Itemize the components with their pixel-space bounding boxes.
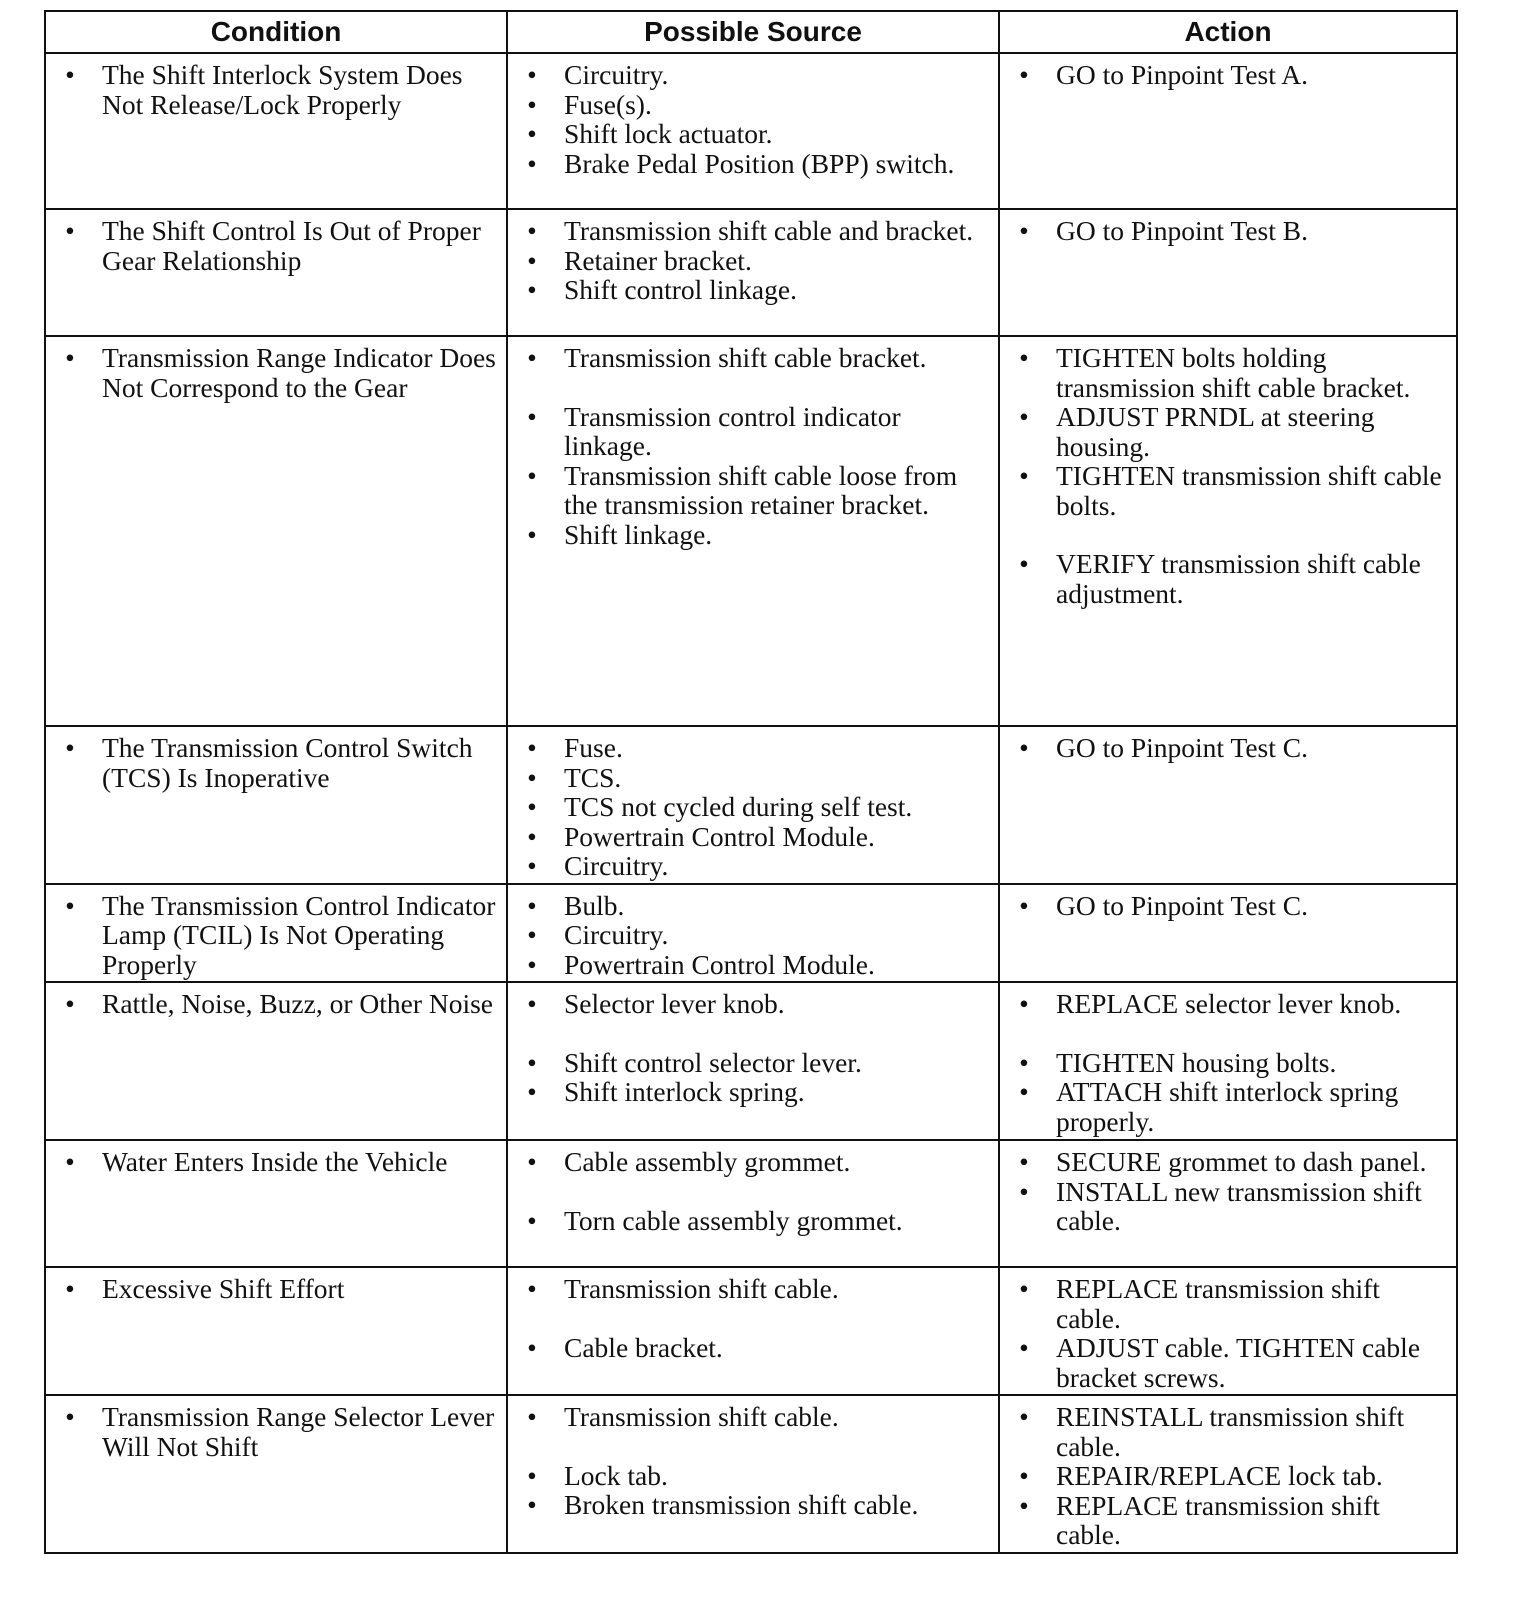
- source-cell: [507, 209, 999, 336]
- list-item: [522, 851, 988, 881]
- item-text: Cable bracket.: [564, 1331, 723, 1363]
- condition-cell: [45, 53, 507, 209]
- list-item: [522, 822, 988, 852]
- action-cell-list: [1014, 733, 1446, 763]
- item-text: Retainer bracket.: [564, 244, 752, 276]
- list-item: [522, 1402, 988, 1432]
- item-text: Circuitry.: [564, 850, 669, 881]
- condition-cell-list: [60, 989, 496, 1019]
- bullet-icon: •: [65, 1146, 75, 1177]
- condition-cell: [45, 982, 507, 1140]
- header-possible-source: Possible Source: [507, 11, 999, 53]
- list-item: [522, 1333, 988, 1363]
- item-text: REPAIR/REPLACE lock tab.: [1056, 1460, 1383, 1491]
- source-cell-list: [522, 1147, 988, 1235]
- action-cell: [999, 53, 1457, 209]
- source-cell: [507, 884, 999, 983]
- item-text: Excessive Shift Effort: [102, 1273, 345, 1304]
- table-row: [45, 53, 1457, 209]
- action-cell-list: [1014, 1402, 1446, 1550]
- list-item: [522, 1490, 988, 1520]
- bullet-icon: •: [1019, 460, 1029, 491]
- list-item: [60, 216, 496, 275]
- bullet-icon: •: [527, 889, 537, 921]
- list-item: [1014, 461, 1446, 520]
- bullet-icon: •: [1019, 342, 1029, 373]
- table-row: [45, 726, 1457, 884]
- bullet-icon: •: [1019, 1076, 1029, 1107]
- bullet-icon: •: [527, 1076, 537, 1107]
- list-item: [1014, 1077, 1446, 1136]
- source-cell: [507, 1267, 999, 1395]
- list-item: [522, 1461, 988, 1491]
- item-text: Transmission shift cable bracket.: [564, 342, 927, 373]
- list-item: [60, 60, 496, 119]
- list-item: [1014, 216, 1446, 246]
- action-cell: [999, 336, 1457, 726]
- source-cell: [507, 726, 999, 884]
- item-text: Torn cable assembly grommet.: [564, 1204, 903, 1236]
- list-item: [522, 216, 988, 246]
- bullet-icon: •: [527, 919, 537, 950]
- item-text: TIGHTEN transmission shift cable bolts.: [1056, 460, 1442, 521]
- list-item: [60, 733, 496, 792]
- bullet-icon: •: [527, 147, 537, 179]
- bullet-icon: •: [65, 1401, 75, 1432]
- bullet-icon: •: [527, 850, 537, 881]
- item-text: The Shift Interlock System Does Not Release/Lock Properly: [102, 59, 463, 120]
- item-text: Bulb.: [564, 889, 625, 921]
- bullet-icon: •: [1019, 988, 1029, 1019]
- list-item: [1014, 60, 1446, 90]
- bullet-icon: •: [527, 1204, 537, 1236]
- item-text: The Shift Control Is Out of Proper Gear Relationship: [102, 215, 481, 276]
- item-text: Circuitry.: [564, 59, 669, 90]
- bullet-icon: •: [527, 732, 537, 763]
- bullet-icon: •: [527, 820, 537, 852]
- item-text: REINSTALL transmission shift cable.: [1056, 1401, 1405, 1462]
- list-item: [60, 343, 496, 402]
- source-cell-list: [522, 216, 988, 305]
- list-item: [522, 1147, 988, 1177]
- item-text: Transmission Range Indicator Does Not Correspond to the Gear: [102, 342, 496, 403]
- item-text: VERIFY transmission shift cable adjustment.: [1056, 548, 1421, 609]
- item-text: Shift linkage.: [564, 518, 713, 550]
- bullet-icon: •: [527, 1273, 537, 1304]
- item-text: GO to Pinpoint Test A.: [1056, 59, 1308, 90]
- item-text: GO to Pinpoint Test C.: [1056, 732, 1308, 763]
- bullet-icon: •: [527, 1331, 537, 1363]
- item-text: TCS.: [564, 761, 622, 793]
- bullet-icon: •: [1019, 1460, 1029, 1491]
- source-cell-list: [522, 989, 988, 1107]
- list-item: [1014, 1147, 1446, 1177]
- action-cell-list: [1014, 60, 1446, 90]
- condition-cell-list: [60, 216, 496, 275]
- source-cell: [507, 1140, 999, 1267]
- bullet-icon: •: [527, 459, 537, 491]
- bullet-icon: •: [1019, 889, 1029, 921]
- list-item: [522, 1048, 988, 1078]
- condition-cell: [45, 1395, 507, 1553]
- bullet-icon: •: [65, 342, 75, 373]
- bullet-icon: •: [527, 244, 537, 276]
- bullet-icon: •: [1019, 59, 1029, 90]
- source-cell: [507, 1395, 999, 1553]
- bullet-icon: •: [527, 1401, 537, 1432]
- bullet-icon: •: [1019, 548, 1029, 579]
- bullet-icon: •: [65, 59, 75, 90]
- item-text: TCS not cycled during self test.: [564, 791, 913, 822]
- bullet-icon: •: [527, 400, 537, 432]
- item-text: ADJUST PRNDL at steering housing.: [1056, 401, 1375, 462]
- bullet-icon: •: [1019, 401, 1029, 432]
- action-cell: [999, 982, 1457, 1140]
- table-row: [45, 884, 1457, 983]
- list-item: [522, 792, 988, 822]
- list-item: [522, 1274, 988, 1304]
- source-cell-list: [522, 1402, 988, 1520]
- item-text: REPLACE selector lever knob.: [1056, 988, 1402, 1019]
- action-cell-list: [1014, 343, 1446, 608]
- item-text: GO to Pinpoint Test B.: [1056, 215, 1308, 246]
- list-item: [522, 402, 988, 461]
- list-item: [522, 275, 988, 305]
- item-text: INSTALL new transmission shift cable.: [1056, 1175, 1422, 1236]
- table-body: [45, 53, 1457, 1553]
- source-cell-list: [522, 733, 988, 881]
- list-item: [1014, 402, 1446, 461]
- list-item: [522, 343, 988, 373]
- list-item: [60, 891, 496, 980]
- bullet-icon: •: [527, 988, 537, 1019]
- condition-cell-list: [60, 60, 496, 119]
- item-text: ATTACH shift interlock spring properly.: [1056, 1076, 1399, 1137]
- diagnosis-table: [44, 10, 1458, 1554]
- action-cell: [999, 209, 1457, 336]
- item-text: Broken transmission shift cable.: [564, 1489, 919, 1520]
- bullet-icon: •: [1019, 1175, 1029, 1207]
- list-item: [522, 989, 988, 1019]
- header-row: [45, 11, 1457, 53]
- bullet-icon: •: [527, 118, 537, 149]
- condition-cell: [45, 209, 507, 336]
- action-cell-list: [1014, 989, 1446, 1136]
- list-item: [522, 1206, 988, 1236]
- bullet-icon: •: [65, 1273, 75, 1304]
- list-item: [1014, 1177, 1446, 1236]
- action-cell-list: [1014, 1147, 1446, 1236]
- list-item: [522, 763, 988, 793]
- bullet-icon: •: [1019, 732, 1029, 763]
- table-row: [45, 209, 1457, 336]
- bullet-icon: •: [527, 342, 537, 373]
- action-cell: [999, 884, 1457, 983]
- list-item: [522, 891, 988, 921]
- item-text: Shift control selector lever.: [564, 1046, 862, 1078]
- list-item: [1014, 1333, 1446, 1392]
- bullet-icon: •: [527, 1046, 537, 1078]
- action-cell: [999, 1140, 1457, 1267]
- item-text: Circuitry.: [564, 919, 669, 950]
- item-text: ADJUST cable. TIGHTEN cable bracket screws.: [1056, 1332, 1421, 1393]
- source-cell: [507, 53, 999, 209]
- item-text: Shift control linkage.: [564, 274, 797, 305]
- item-text: REPLACE transmission shift cable.: [1056, 1273, 1380, 1334]
- table-row: [45, 1395, 1457, 1553]
- condition-cell: [45, 884, 507, 983]
- list-item: [522, 461, 988, 520]
- list-item: [522, 733, 988, 763]
- item-text: TIGHTEN housing bolts.: [1056, 1046, 1337, 1078]
- item-text: Fuse.: [564, 732, 623, 763]
- bullet-icon: •: [65, 889, 75, 921]
- item-text: SECURE grommet to dash panel.: [1056, 1146, 1427, 1177]
- bullet-icon: •: [1019, 1146, 1029, 1177]
- item-text: Brake Pedal Position (BPP) switch.: [564, 147, 955, 179]
- list-item: [522, 520, 988, 550]
- item-text: Powertrain Control Module.: [564, 948, 875, 980]
- bullet-icon: •: [65, 732, 75, 763]
- bullet-icon: •: [1019, 1046, 1029, 1078]
- bullet-icon: •: [527, 1146, 537, 1177]
- source-cell: [507, 982, 999, 1140]
- list-item: [60, 1402, 496, 1461]
- list-item: [1014, 1402, 1446, 1461]
- item-text: Powertrain Control Module.: [564, 820, 875, 852]
- list-item: [1014, 733, 1446, 763]
- list-item: [1014, 989, 1446, 1019]
- action-cell-list: [1014, 216, 1446, 246]
- source-cell-list: [522, 891, 988, 980]
- action-cell-list: [1014, 1274, 1446, 1392]
- bullet-icon: •: [527, 791, 537, 822]
- bullet-icon: •: [527, 88, 537, 120]
- item-text: Transmission Range Selector Lever Will Not Shift: [102, 1401, 495, 1462]
- list-item: [522, 149, 988, 179]
- condition-cell: [45, 1140, 507, 1267]
- list-item: [1014, 891, 1446, 921]
- source-cell-list: [522, 60, 988, 178]
- bullet-icon: •: [1019, 1401, 1029, 1432]
- list-item: [522, 920, 988, 950]
- source-cell-list: [522, 1274, 988, 1362]
- header-condition: Condition: [45, 11, 507, 53]
- item-text: Fuse(s).: [564, 88, 652, 120]
- bullet-icon: •: [527, 1459, 537, 1491]
- item-text: Water Enters Inside the Vehicle: [102, 1146, 448, 1177]
- item-text: The Transmission Control Switch (TCS) Is Inoperative: [102, 732, 473, 793]
- item-text: Rattle, Noise, Buzz, or Other Noise: [102, 988, 494, 1019]
- table-row: [45, 982, 1457, 1140]
- item-text: Transmission control indicator linkage.: [564, 400, 901, 461]
- item-text: TIGHTEN bolts holding transmission shift cable bracket.: [1056, 342, 1411, 403]
- condition-cell-list: [60, 891, 496, 980]
- list-item: [60, 1147, 496, 1177]
- bullet-icon: •: [1019, 1489, 1029, 1521]
- condition-cell: [45, 1267, 507, 1395]
- condition-cell-list: [60, 1147, 496, 1177]
- list-item: [522, 90, 988, 120]
- item-text: The Transmission Control Indicator Lamp (TCIL) Is Not Operating Properly: [102, 889, 496, 980]
- list-item: [522, 950, 988, 980]
- list-item: [1014, 1274, 1446, 1333]
- list-item: [1014, 1491, 1446, 1550]
- bullet-icon: •: [1019, 215, 1029, 246]
- header-action: Action: [999, 11, 1457, 53]
- list-item: [1014, 1048, 1446, 1078]
- bullet-icon: •: [527, 274, 537, 305]
- action-cell-list: [1014, 891, 1446, 921]
- item-text: Cable assembly grommet.: [564, 1146, 851, 1177]
- source-cell-list: [522, 343, 988, 549]
- action-cell: [999, 1267, 1457, 1395]
- list-item: [60, 989, 496, 1019]
- item-text: Transmission shift cable loose from the transmission retainer bracket.: [564, 459, 958, 520]
- item-text: Shift lock actuator.: [564, 118, 773, 149]
- list-item: [522, 60, 988, 90]
- condition-cell-list: [60, 1274, 496, 1304]
- bullet-icon: •: [527, 59, 537, 90]
- list-item: [1014, 549, 1446, 608]
- bullet-icon: •: [527, 948, 537, 980]
- item-text: Shift interlock spring.: [564, 1076, 805, 1107]
- bullet-icon: •: [1019, 1332, 1029, 1363]
- list-item: [522, 119, 988, 149]
- list-item: [522, 1077, 988, 1107]
- item-text: Selector lever knob.: [564, 988, 785, 1019]
- bullet-icon: •: [65, 215, 75, 246]
- action-cell: [999, 1395, 1457, 1553]
- source-cell: [507, 336, 999, 726]
- bullet-icon: •: [1019, 1273, 1029, 1304]
- item-text: REPLACE transmission shift cable.: [1056, 1489, 1380, 1550]
- condition-cell: [45, 336, 507, 726]
- item-text: Transmission shift cable.: [564, 1273, 839, 1304]
- condition-cell-list: [60, 733, 496, 792]
- bullet-icon: •: [527, 761, 537, 793]
- condition-cell: [45, 726, 507, 884]
- list-item: [1014, 1461, 1446, 1491]
- list-item: [1014, 343, 1446, 402]
- bullet-icon: •: [527, 518, 537, 550]
- action-cell: [999, 726, 1457, 884]
- item-text: GO to Pinpoint Test C.: [1056, 889, 1308, 921]
- list-item: [60, 1274, 496, 1304]
- bullet-icon: •: [527, 1489, 537, 1520]
- bullet-icon: •: [527, 215, 537, 246]
- bullet-icon: •: [65, 988, 75, 1019]
- table-row: [45, 1267, 1457, 1395]
- condition-cell-list: [60, 343, 496, 402]
- item-text: Lock tab.: [564, 1459, 668, 1491]
- table-row: [45, 336, 1457, 726]
- table-row: [45, 1140, 1457, 1267]
- item-text: Transmission shift cable and bracket.: [564, 215, 974, 246]
- item-text: Transmission shift cable.: [564, 1401, 839, 1432]
- condition-cell-list: [60, 1402, 496, 1461]
- list-item: [522, 246, 988, 276]
